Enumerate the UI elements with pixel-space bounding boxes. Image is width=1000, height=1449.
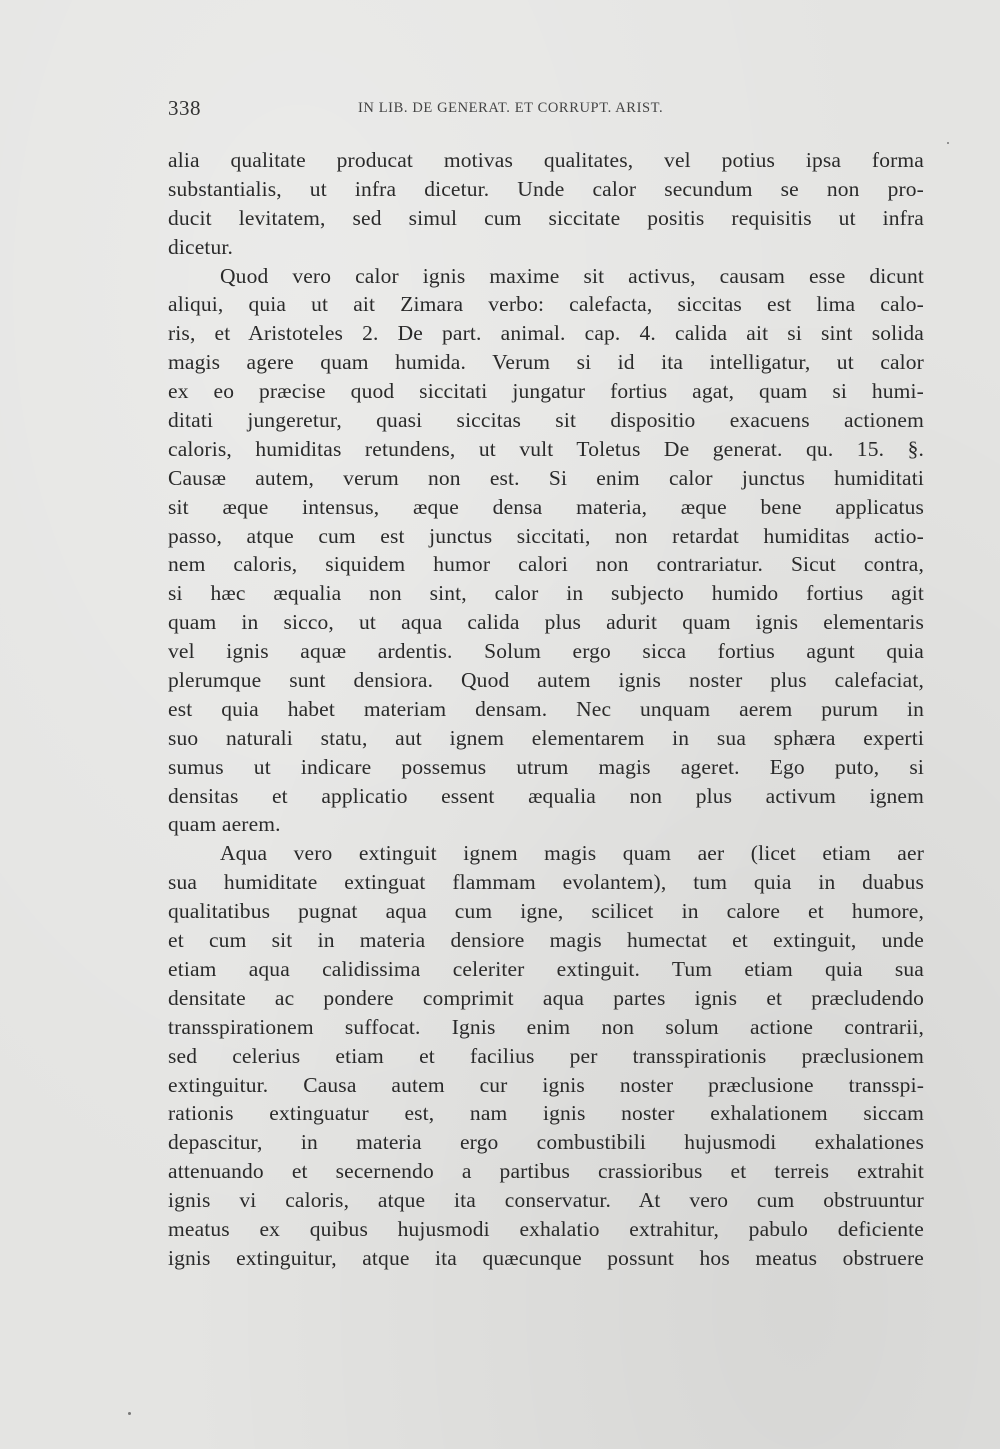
paper-speck [128, 1412, 131, 1415]
text-line: alia qualitate producat motivas qualitates, vel potius ipsa forma [168, 148, 924, 172]
text-line: quam in sicco, ut aqua calida plus adurit quam ignis elementaris [168, 610, 924, 635]
text-line: Causæ autem, verum non est. Si enim calor junctus humiditati [168, 465, 924, 490]
paragraph-start-line: Aqua vero extinguit ignem magis quam aer (licet etiam aer [220, 841, 924, 866]
text-line: sua humiditate extinguat flammam evolantem), tum quia in duabus [168, 870, 924, 895]
text-line: ris, et Aristoteles 2. De part. animal. cap. 4. calida ait si sint solida [168, 321, 924, 346]
page-number: 338 [168, 96, 201, 120]
text-line: attenuando et secernendo a partibus crassioribus et terreis extrahit [168, 1159, 924, 1184]
text-line: aliqui, quia ut ait Zimara verbo: calefacta, siccitas est lima calo- [168, 292, 924, 317]
text-line: densitas et applicatio essent æqualia non plus activum ignem [168, 783, 924, 808]
text-line: nem caloris, siquidem humor calori non contrariatur. Sicut contra, [168, 552, 924, 577]
text-line: suo naturali statu, aut ignem elementarem in sua sphæra experti [168, 725, 924, 750]
text-line: substantialis, ut infra dicetur. Unde calor secundum se non pro- [168, 176, 924, 201]
text-line: caloris, humiditas retundens, ut vult Toletus De generat. qu. 15. §. [168, 436, 924, 461]
text-line: vel ignis aquæ ardentis. Solum ergo sicca fortius agunt quia [168, 639, 924, 664]
text-line: depascitur, in materia ergo combustibili hujusmodi exhalationes [168, 1130, 924, 1155]
text-line: ex eo præcise quod siccitati jungatur fortius agat, quam si humi- [168, 379, 924, 404]
text-line: ditati jungeretur, quasi siccitas sit dispositio exacuens actionem [168, 408, 924, 433]
text-line: passo, atque cum est junctus siccitati, non retardat humiditas actio- [168, 523, 924, 548]
text-line: ducit levitatem, sed simul cum siccitate positis requisitis ut infra [168, 205, 924, 230]
text-line: ignis extinguitur, atque ita quæcunque possunt hos meatus obstruere [168, 1245, 924, 1270]
text-line: rationis extinguatur est, nam ignis noster exhalationem siccam [168, 1101, 924, 1126]
text-line: quam aerem. [168, 812, 281, 837]
text-line: meatus ex quibus hujusmodi exhalatio extrahitur, pabulo deficiente [168, 1216, 924, 1241]
text-line: sumus ut indicare possemus utrum magis ageret. Ego puto, si [168, 754, 924, 779]
text-line: transspirationem suffocat. Ignis enim non solum actione contrarii, [168, 1014, 924, 1039]
text-line: qualitatibus pugnat aqua cum igne, scilicet in calore et humore, [168, 899, 924, 924]
text-line: extinguitur. Causa autem cur ignis noster præclusione transspi- [168, 1072, 924, 1097]
text-line: densitate ac pondere comprimit aqua partes ignis et præcludendo [168, 985, 924, 1010]
paper-speck [947, 142, 949, 144]
text-line: magis agere quam humida. Verum si id ita intelligatur, ut calor [168, 350, 924, 375]
text-line: sit æque intensus, æque densa materia, æque bene applicatus [168, 494, 924, 519]
text-line: si hæc æqualia non sint, calor in subjecto humido fortius agit [168, 581, 924, 606]
text-line: et cum sit in materia densiore magis humectat et extinguit, unde [168, 928, 924, 953]
text-line: est quia habet materiam densam. Nec unquam aerem purum in [168, 696, 924, 721]
text-line: plerumque sunt densiora. Quod autem ignis noster plus calefaciat, [168, 668, 924, 693]
text-line: ignis vi caloris, atque ita conservatur. At vero cum obstruuntur [168, 1188, 924, 1213]
running-title: IN LIB. DE GENERAT. ET CORRUPT. ARIST. [358, 100, 664, 116]
text-line: dicetur. [168, 234, 234, 259]
text-line: sed celerius etiam et facilius per transspirationis præclusionem [168, 1043, 924, 1068]
running-head [168, 96, 928, 120]
paragraph-start-line: Quod vero calor ignis maxime sit activus, causam esse dicunt [220, 263, 924, 288]
body-text [168, 146, 924, 1273]
text-line: etiam aqua calidissima celeriter extinguit. Tum etiam quia sua [168, 956, 924, 981]
